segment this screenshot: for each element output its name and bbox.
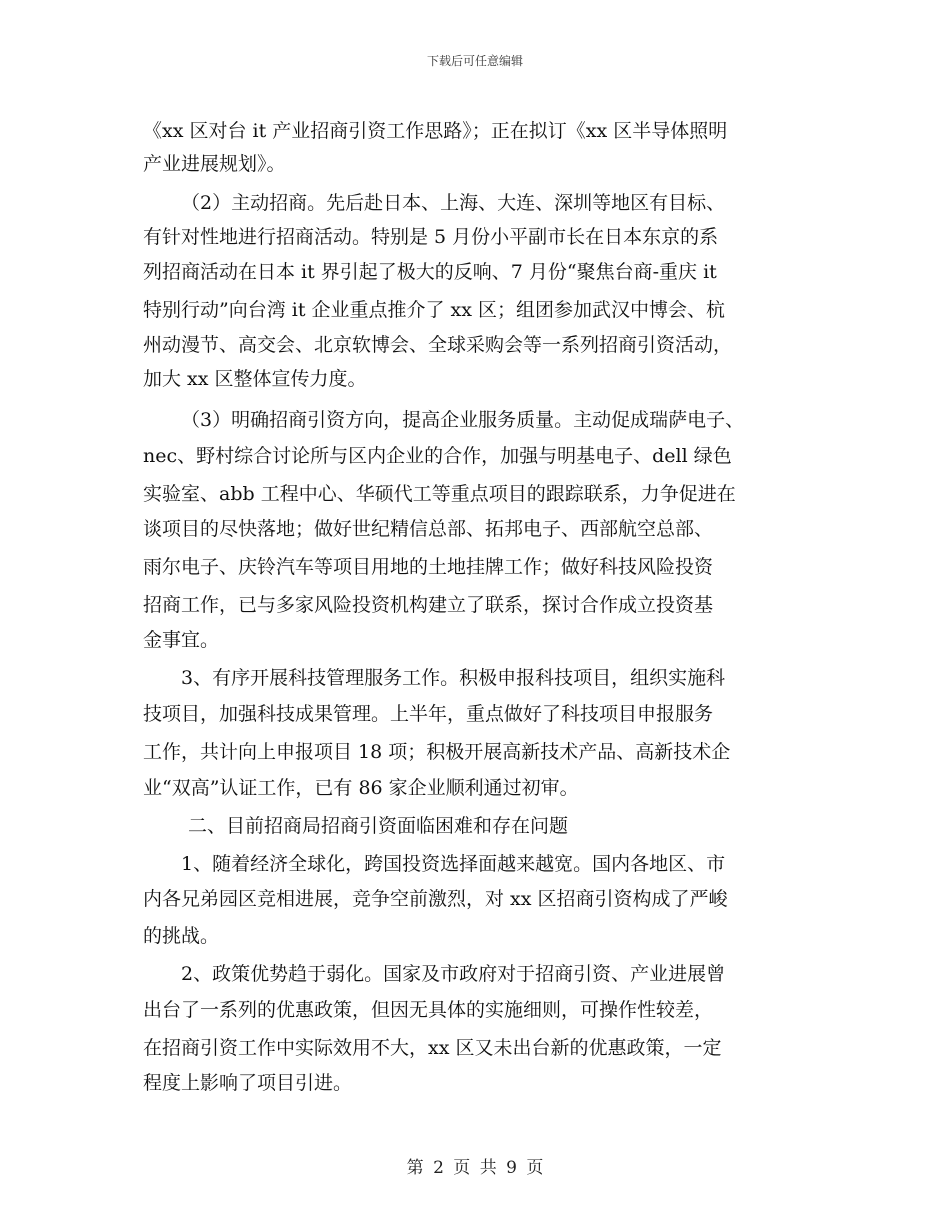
text-line: 有针对性地进行招商活动。特别是 5 月份小平副市长在日本东京的系 <box>143 226 719 248</box>
text-line: 雨尔电子、庆铃汽车等项目用地的土地挂牌工作；做好科技风险投资 <box>143 556 714 578</box>
page-header: 下载后可任意编辑 <box>426 54 523 68</box>
text-line: 出台了一系列的优惠政策，但因无具体的实施细则，可操作性较差， <box>143 999 714 1021</box>
text-line: 列招商活动在日本 it 界引起了极大的反响、7 月份“聚焦台商-重庆 it <box>143 261 717 283</box>
text-line: 招商工作，已与多家风险投资机构建立了联系，探讨合作成立投资基 <box>143 594 714 616</box>
text-line: 2、政策优势趋于弱化。国家及市政府对于招商引资、产业进展曾 <box>181 963 726 985</box>
text-line: 金事宜。 <box>143 629 220 651</box>
text-line: 产业进展规划》。 <box>143 153 286 175</box>
section-heading: 二、目前招商局招商引资面临困难和存在问题 <box>188 815 569 837</box>
text-line: 3、有序开展科技管理服务工作。积极申报科技项目，组织实施科 <box>181 667 726 689</box>
text-line: 州动漫节、高交会、北京软博会、全球采购会等一系列招商引资活动， <box>143 334 733 356</box>
text-line: 程度上影响了项目引进。 <box>143 1072 353 1094</box>
text-line: （2）主动招商。先后赴日本、上海、大连、深圳等地区有目标、 <box>181 192 726 214</box>
text-line: 1、随着经济全球化，跨国投资选择面越来越宽。国内各地区、市 <box>181 853 726 875</box>
text-line: 业“双高”认证工作，已有 86 家企业顺利通过初审。 <box>143 777 579 799</box>
text-line: （3）明确招商引资方向，提高企业服务质量。主动促成瑞萨电子、 <box>181 409 745 431</box>
text-line: 谈项目的尽快落地；做好世纪精信总部、拓邦电子、西部航空总部、 <box>143 518 714 540</box>
text-line: 内各兄弟园区竞相进展，竞争空前激烈，对 xx 区招商引资构成了严峻 <box>143 888 728 910</box>
text-line: 工作，共计向上申报项目 18 项；积极开展高新技术产品、高新技术企 <box>143 741 731 763</box>
text-line: nec、野村综合讨论所与区内企业的合作，加强与明基电子、dell 绿色 <box>143 445 732 467</box>
text-line: 的挑战。 <box>143 925 220 947</box>
text-line: 技项目，加强科技成果管理。上半年，重点做好了科技项目申报服务 <box>143 703 714 725</box>
text-line: 特别行动”向台湾 it 企业重点推介了 xx 区；组团参加武汉中博会、杭 <box>143 299 726 321</box>
text-line: 加大 xx 区整体宣传力度。 <box>143 368 367 390</box>
text-line: 在招商引资工作中实际效用不大，xx 区又未出台新的优惠政策，一定 <box>143 1037 722 1059</box>
page-number: 第 2 页 共 9 页 <box>406 1158 544 1178</box>
text-line: 实验室、abb 工程中心、华硕代工等重点项目的跟踪联系，力争促进在 <box>143 483 736 505</box>
text-line: 《xx 区对台 it 产业招商引资工作思路》；正在拟订《xx 区半导体照明 <box>143 120 728 142</box>
